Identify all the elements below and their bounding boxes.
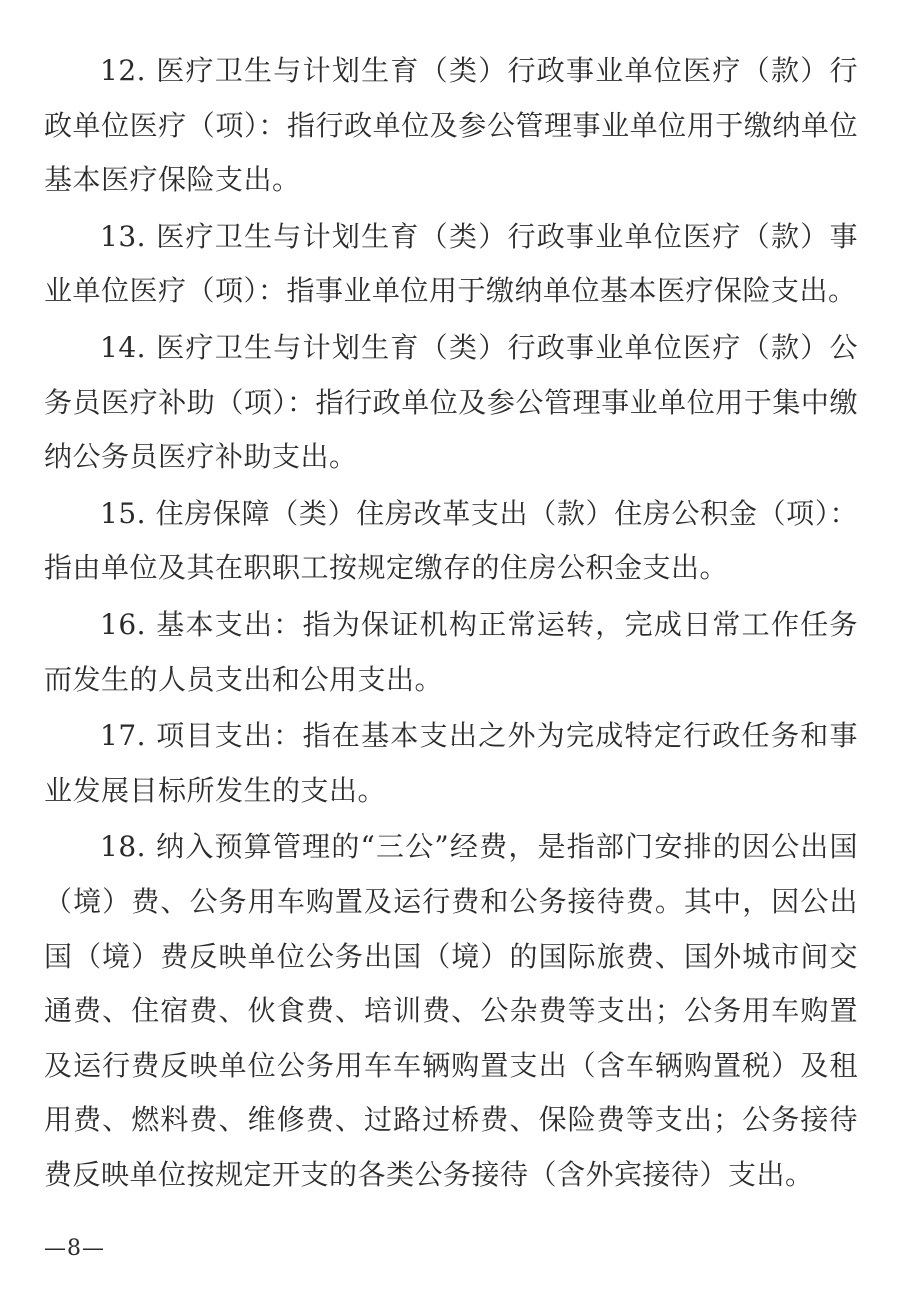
paragraph-12: 12. 医疗卫生与计划生育（类）行政事业单位医疗（款）行政单位医疗（项）：指行政单位及参公管理事业单位用于缴纳单位基本医疗保险支出。 — [44, 54, 858, 197]
paragraph-18: 18. 纳入预算管理的“三公”经费，是指部门安排的因公出国（境）费、公务用车购置及运行费和公务接待费。其中，因公出国（境）费反映单位公务出国（境）的国际旅费、国外城市间交通费、住宿费、伙食费、培训费、公杂费等支出；公务用车购置及运行费反映单位公务用车车辆购置支出（含车辆购置税）及租用费、燃料费、维修费、过路过桥费、保险费等支出；公务接待费反映单位按规定开支的各类公务接待（含外宾接待）支出。 — [44, 830, 858, 1191]
paragraph-13: 13. 医疗卫生与计划生育（类）行政事业单位医疗（款）事业单位医疗（项）：指事业单位用于缴纳单位基本医疗保险支出。 — [44, 219, 858, 308]
paragraph-16: 16. 基本支出：指为保证机构正常运转，完成日常工作任务而发生的人员支出和公用支出。 — [44, 607, 858, 696]
document-body — [44, 44, 858, 1204]
paragraph-14: 14. 医疗卫生与计划生育（类）行政事业单位医疗（款）公务员医疗补助（项）：指行政单位及参公管理事业单位用于集中缴纳公务员医疗补助支出。 — [44, 330, 858, 474]
paragraph-17: 17. 项目支出：指在基本支出之外为完成特定行政任务和事业发展目标所发生的支出。 — [44, 719, 858, 807]
paragraph-15: 15. 住房保障（类）住房改革支出（款）住房公积金（项）：指由单位及其在职职工按规定缴存的住房公积金支出。 — [44, 496, 858, 585]
page-number: —8— — [44, 1236, 105, 1261]
